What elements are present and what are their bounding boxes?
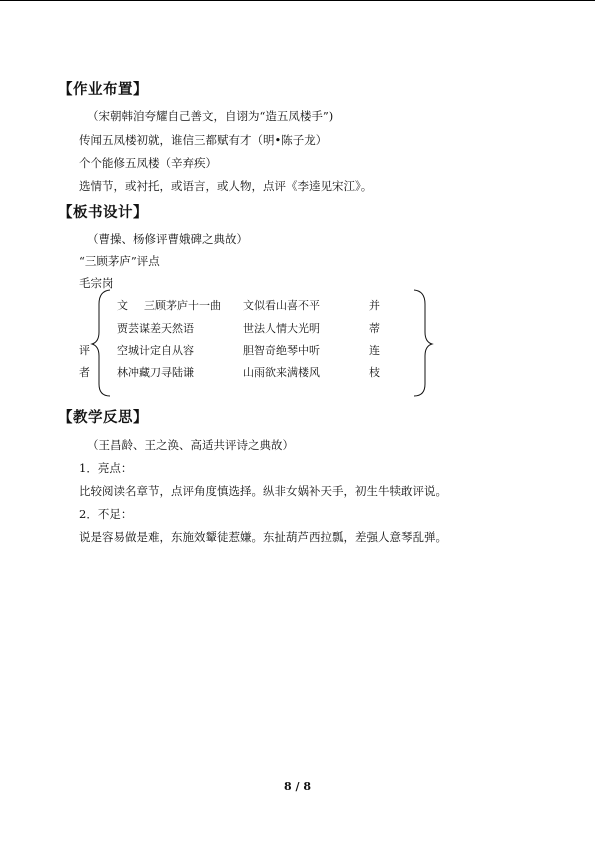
- board-line-1: （曹操、杨修评曹娥碑之典故）: [87, 232, 248, 246]
- section-heading-reflection: 【教学反思】: [58, 410, 148, 426]
- board-row-2-col-2: 世法人情大光明: [243, 322, 320, 335]
- board-row-4-col-1: 林冲藏刀寻陆谦: [117, 366, 194, 379]
- reflection-line-2: 1．亮点：: [79, 461, 133, 475]
- board-row-3-col-1: 空城计定自从容: [117, 344, 194, 357]
- board-side-label-1: 评: [79, 344, 90, 357]
- board-row-1-col-1: 文: [117, 299, 128, 312]
- board-row-1-col-3: 并: [369, 299, 380, 312]
- reflection-line-5: 说是容易做是难，东施效颦徒惹嫌。东扯葫芦西拉瓢，差强人意琴乱弹。: [79, 530, 447, 544]
- board-row-1-col-1b: 三顾茅庐十一曲: [144, 299, 221, 312]
- homework-line-2: 传闻五凤楼初就，谁信三都赋有才（明•陈子龙）: [79, 133, 328, 147]
- right-brace-icon: [410, 288, 434, 398]
- board-line-3: 毛宗岗: [79, 276, 114, 290]
- board-row-1-col-2: 文似看山喜不平: [243, 299, 320, 312]
- board-row-4-col-2: 山雨欲来满楼风: [243, 366, 320, 379]
- board-side-label-2: 者: [79, 366, 90, 379]
- board-row-3-col-2: 胆智奇绝琴中听: [243, 344, 320, 357]
- homework-line-3: 个个能修五凤楼（辛弃疾）: [79, 156, 217, 170]
- board-row-3-col-3: 连: [369, 344, 380, 357]
- left-brace-icon: [90, 288, 114, 398]
- section-heading-homework: 【作业布置】: [58, 82, 148, 98]
- section-heading-board: 【板书设计】: [58, 205, 148, 221]
- board-line-2: “三顾茅庐”评点: [79, 254, 160, 268]
- board-row-2-col-3: 蒂: [369, 322, 380, 335]
- reflection-line-4: 2．不足：: [79, 507, 133, 521]
- homework-line-1: （宋朝韩洎夸耀自己善文，自诩为“造五凤楼手”): [87, 109, 334, 123]
- reflection-line-1: （王昌龄、王之涣、高适共评诗之典故）: [87, 438, 294, 452]
- board-row-2-col-1: 贾芸谋差天然语: [117, 322, 194, 335]
- board-row-4-col-3: 枝: [369, 366, 380, 379]
- homework-line-4: 选情节，或衬托，或语言，或人物，点评《李逵见宋江》。: [79, 179, 373, 193]
- page-top-rule: [0, 0, 595, 1]
- reflection-line-3: 比较阅读名章节，点评角度慎选择。纵非女娲补天手，初生牛犊敢评说。: [79, 484, 447, 498]
- page-number: 8 / 8: [284, 780, 311, 793]
